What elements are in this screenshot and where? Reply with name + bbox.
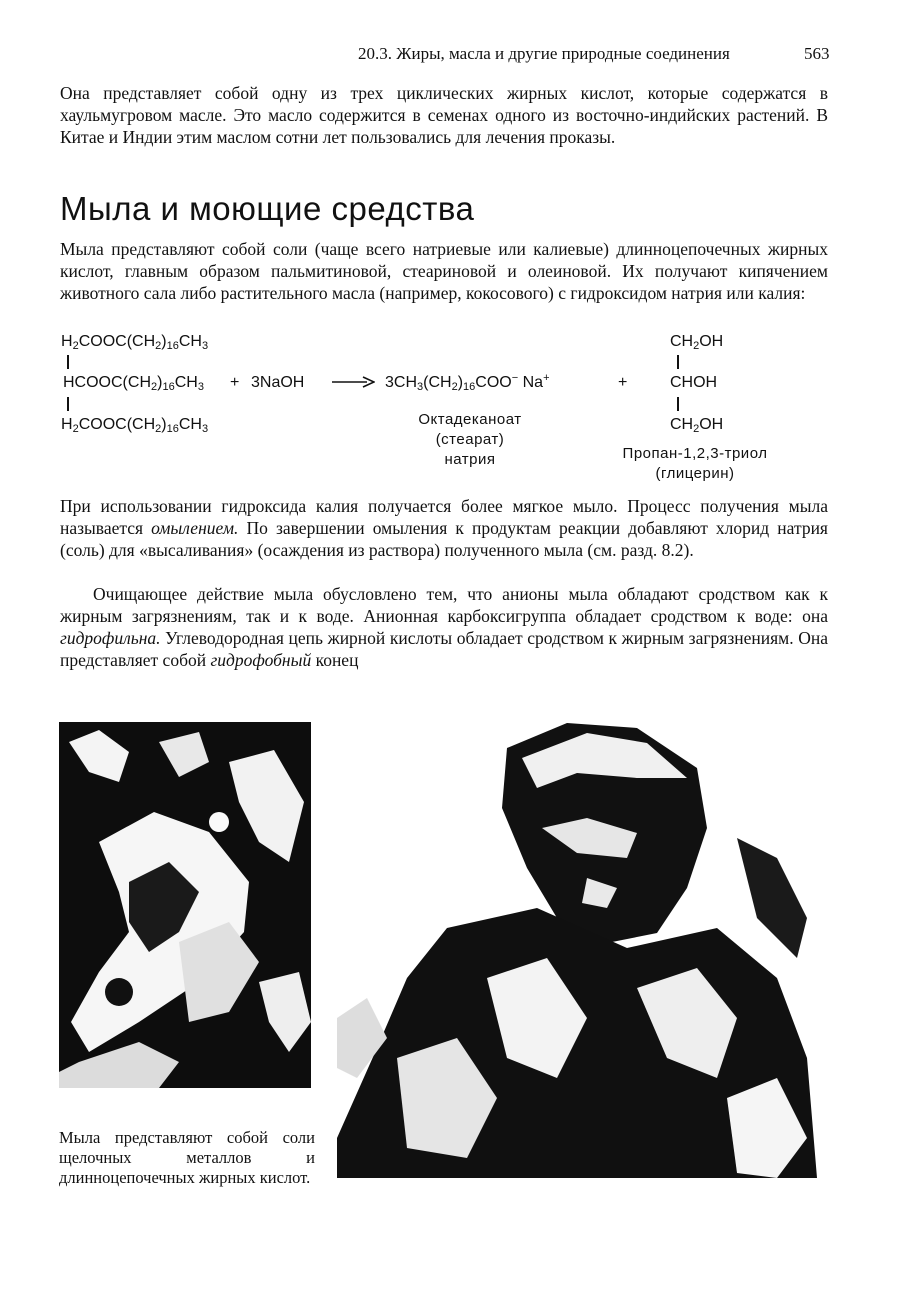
figure-caption: Мыла представляют собой соли щелочных металлов и длинноцепочечных жирных кислот.: [59, 1128, 315, 1187]
formula-sodium-stearate: $3CH_3(CH_2)_{16}COO^-$ Na+: [385, 372, 550, 393]
section-title: Мыла и моющие средства: [60, 190, 475, 227]
paragraph-soap-definition: Мыла представляют собой соли (чаще всего натриевые или калиевые) длинноцепочечных жирных кислот, главным образом пальмитиновой, стеариновой и олеиновой. Их получают кипячением животного сала либо растительного масла (например, кокосового) с гидроксидом натрия или калия:: [60, 239, 828, 303]
soap-hands-photo: [59, 722, 311, 1088]
label-glycerol: Пропан-1,2,3-триол (глицерин): [622, 445, 768, 482]
bond-line: [677, 355, 679, 369]
formula-triglyceride-middle: $HCOOC(CH_2)_{16}CH_3$: [63, 374, 204, 393]
term-hydrophobic: гидрофобный: [210, 650, 312, 670]
running-header-title: 20.3. Жиры, масла и другие природные соединения: [358, 44, 730, 63]
reaction-arrow-icon: [331, 376, 375, 388]
bond-line: [677, 397, 679, 411]
paragraph-saponification: При использовании гидроксида калия получается более мягкое мыло. Процесс получения мыла называется омылением. По завершении омыления к продуктам реакции добавляют хлорид натрия (соль) для «высаливания» (осаждения из раствора) полученного мыла (см. разд. 8.2).: [60, 496, 828, 560]
paragraph-chaulmoogra: Она представляет собой одну из трех циклических жирных кислот, которые содержатся в хаульмугровом масле. Это масло содержится в семенах одного из восточно-индийских растений. В Китае и Индии этим маслом сотни лет пользовались для лечения проказы.: [60, 83, 828, 147]
term-hydrophilic: гидрофильна.: [60, 628, 161, 648]
formula-glycerol-top: $CH_2OH$: [670, 333, 724, 352]
saponification-reaction: [0, 0, 908, 490]
formula-glycerol-bottom: $CH_2OH$: [670, 416, 724, 435]
formula-triglyceride-top: $H_2COOC(CH_2)_{16}CH_3$: [61, 333, 209, 352]
bond-line: [67, 397, 69, 411]
formula-glycerol-middle: CHOH: [670, 374, 718, 391]
page-number: 563: [804, 44, 830, 63]
paragraph-cleaning-action: Очищающее действие мыла обусловлено тем, что анионы мыла обладают сродством как к жирным загрязнениям, так и к воде. Анионная карбоксигруппа обладает сродством к воде: она гидрофильна. Углеводородная цепь жирной кислоты обладает сродством к жирным загрязнениям. Она представляет собой гидрофобный конец: [60, 584, 828, 670]
woman-washing-photo: [337, 718, 827, 1178]
term-saponification: омылением.: [151, 518, 239, 538]
formula-naoh: 3NaOH: [251, 374, 305, 391]
plus-sign: +: [230, 374, 240, 391]
formula-triglyceride-bottom: $H_2COOC(CH_2)_{16}CH_3$: [61, 416, 209, 435]
plus-sign: +: [618, 374, 628, 391]
bond-line: [67, 355, 69, 369]
label-sodium-stearate: Октадеканоат (стеарат) натрия: [418, 411, 522, 468]
